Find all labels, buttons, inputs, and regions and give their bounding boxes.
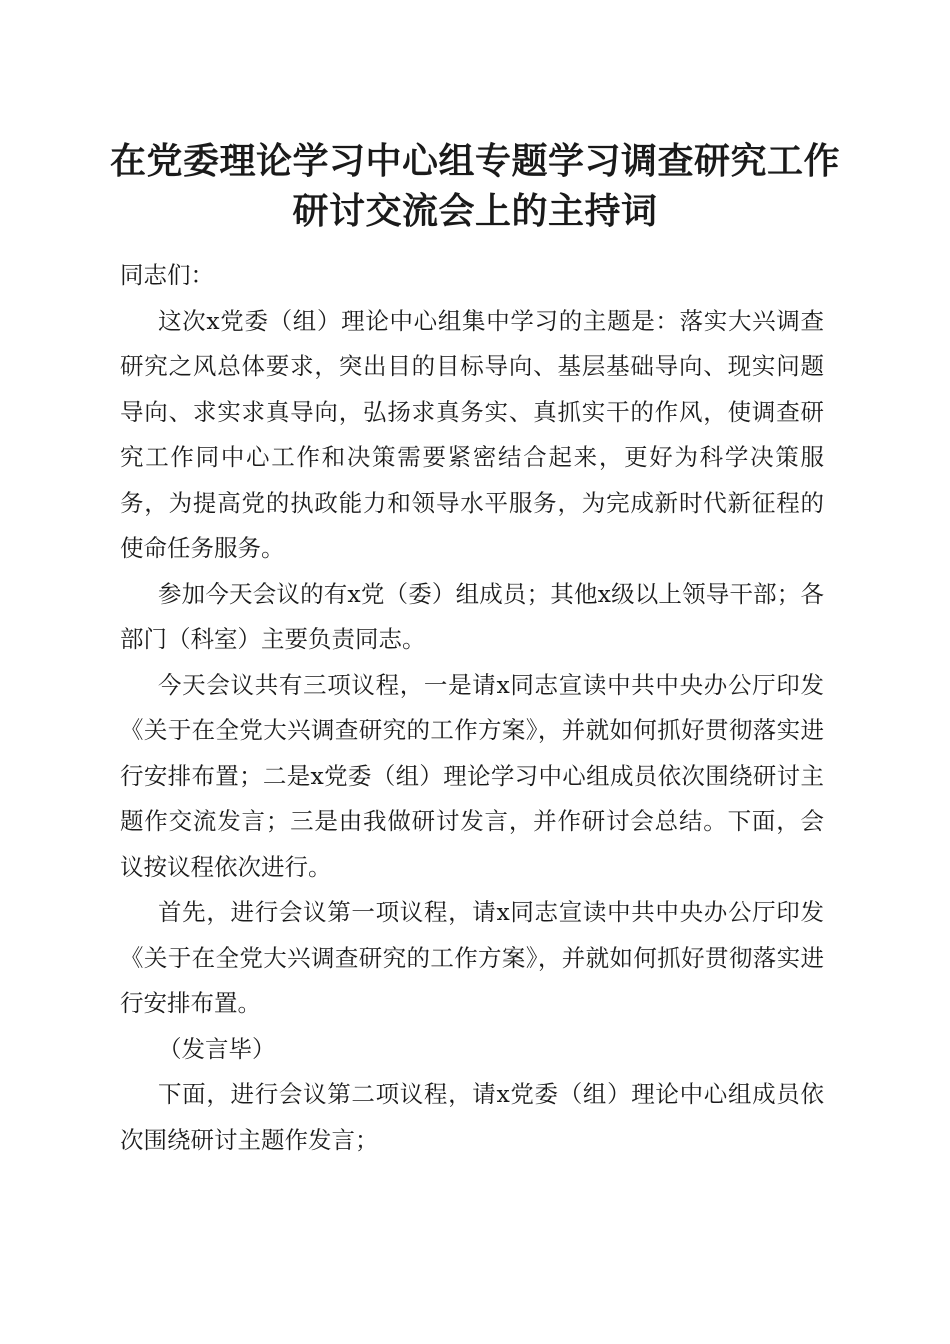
paragraph-first-item: 首先，进行会议第一项议程，请x同志宣读中共中央办公厅印发《关于在全党大兴调查研究的工作方案》，并就如何抓好贯彻落实进行安排布置。 bbox=[120, 898, 824, 1017]
paragraph-attendees: 参加今天会议的有x党（委）组成员；其他x级以上领导干部；各部门（科室）主要负责同志。 bbox=[120, 579, 824, 653]
document-title bbox=[100, 136, 850, 236]
title-line-2: 研讨交流会上的主持词 bbox=[292, 190, 658, 232]
paragraph-speech-end: （发言毕） bbox=[158, 1034, 276, 1063]
title-line-1: 在党委理论学习中心组专题学习调查研究工作 bbox=[109, 140, 840, 182]
paragraph-theme: 这次x党委（组）理论中心组集中学习的主题是：落实大兴调查研究之风总体要求，突出目的目标导向、基层基础导向、现实问题导向、求实求真导向，弘扬求真务实、真抓实干的作风，使调查研究工作同中心工作和决策需要紧密结合起来，更好为科学决策服务，为提高党的执政能力和领导水平服务，为完成新时代新征程的使命任务服务。 bbox=[120, 306, 824, 562]
paragraph-second-item: 下面，进行会议第二项议程，请x党委（组）理论中心组成员依次围绕研讨主题作发言； bbox=[120, 1080, 824, 1154]
salutation: 同志们： bbox=[120, 261, 214, 289]
document-body bbox=[120, 253, 824, 1163]
paragraph-agenda: 今天会议共有三项议程，一是请x同志宣读中共中央办公厅印发《关于在全党大兴调查研究的工作方案》，并就如何抓好贯彻落实进行安排布置；二是x党委（组）理论学习中心组成员依次围绕研讨主题作交流发言；三是由我做研讨发言，并作研讨会总结。下面，会议按议程依次进行。 bbox=[120, 670, 824, 881]
